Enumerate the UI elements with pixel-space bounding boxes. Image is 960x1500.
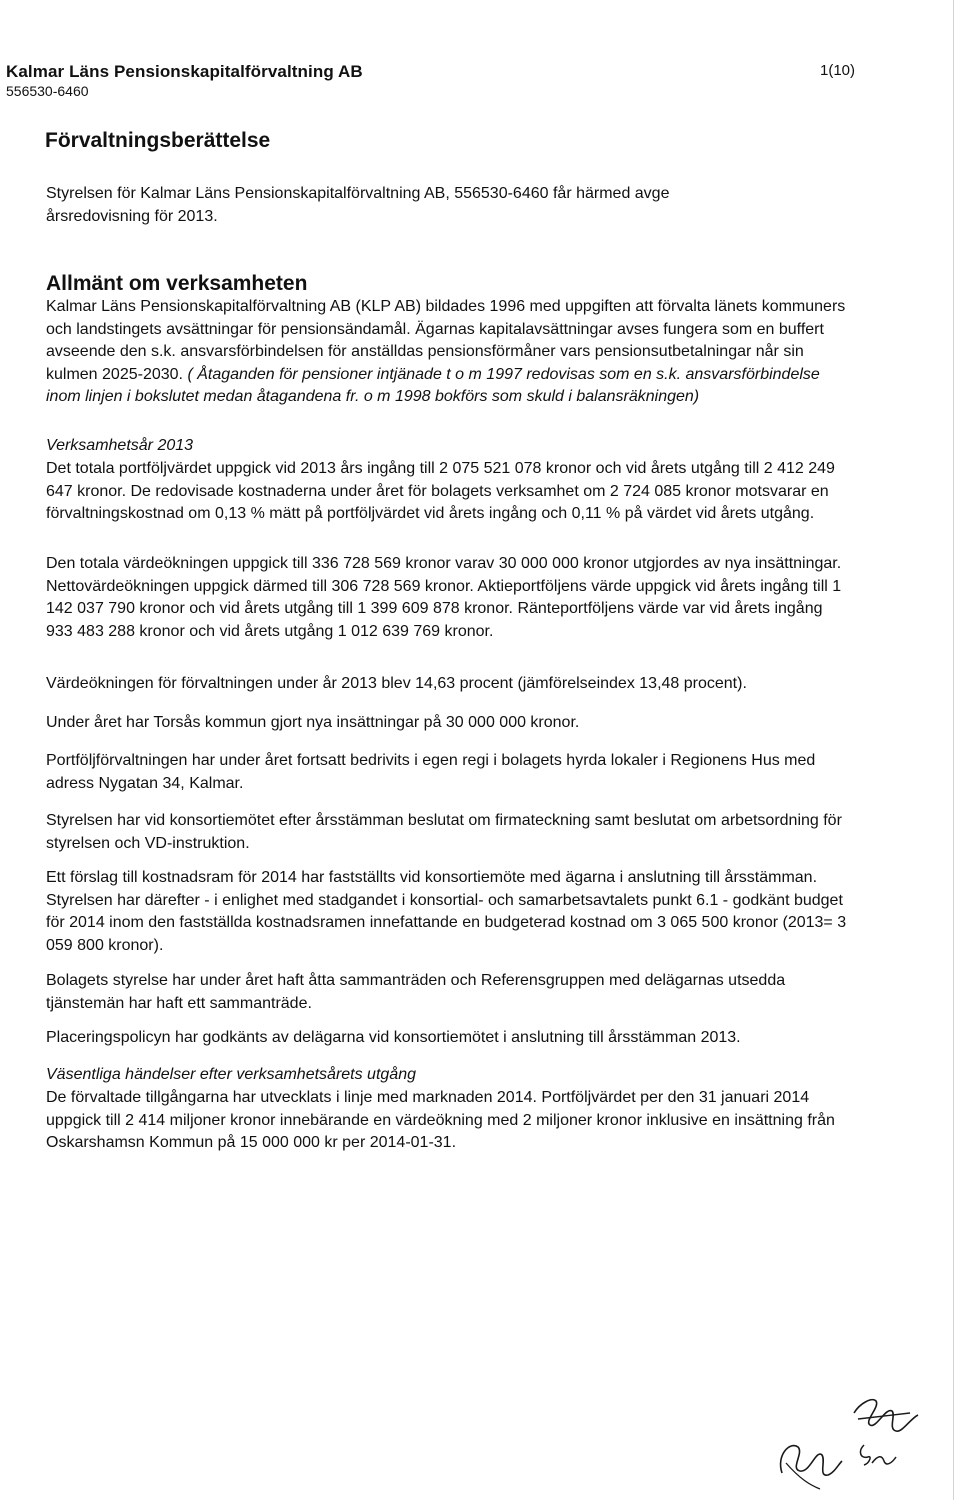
- section-heading-general: Allmänt om verksamheten: [46, 272, 308, 295]
- handwritten-signatures: [760, 1385, 940, 1495]
- fiscal-paragraph-deposits: Under året har Torsås kommun gjort nya insättningar på 30 000 000 kronor.: [46, 714, 580, 731]
- subheading-fiscal-year: Verksamhetsår 2013: [46, 437, 194, 454]
- events-after-paragraph: De förvaltade tillgångarna har utvecklats i linje med marknaden 2014. Portföljvärdet per den 31 januari 2014 uppgick till 2 414 miljoner kronor innebärande en värdeökning med 2 miljoner kronor inklusive en insättning från Oskarshamsn Kommun på 15 000 000 kr per 2014-01-31.: [46, 1089, 835, 1151]
- page-edge: [953, 0, 954, 1500]
- company-name: Kalmar Läns Pensionskapitalförvaltning AB: [6, 62, 363, 81]
- fiscal-paragraph-return: Värdeökningen för förvaltningen under år 2013 blev 14,63 procent (jämförelseindex 13,48 procent).: [46, 675, 747, 692]
- fiscal-paragraph-meetings: Bolagets styrelse har under året haft åtta sammanträden och Referensgruppen med delägarnas utsedda tjänstemän har haft ett sammanträde.: [46, 972, 786, 1012]
- signature-2: [781, 1446, 842, 1476]
- general-italic-note: ( Åtaganden för pensioner intjänade t o m 1997 redovisas som en s.k. ansvarsförbindelse inom linjen i bokslutet medan åtagandena fr. o m 1998 bokförs som skuld i balansräkningen): [46, 365, 820, 405]
- fiscal-paragraph-portfolio: Det totala portföljvärdet uppgick vid 2013 års ingång till 2 075 521 078 kronor och vid årets utgång till 2 412 249 647 kronor. De redovisade kostnaderna under året för bolagets verksamhet om 2 724 085 kronor motsvarar en förvaltningskostnad om 0,13 % mätt på portföljvärdet vid årets ingång och 0,11 % på värdet vid årets utgång.: [46, 460, 835, 522]
- fiscal-paragraph-policy: Placeringspolicyn har godkänts av delägarna vid konsortiemötet i anslutning till årsstämman 2013.: [46, 1029, 741, 1046]
- organization-number: 556530-6460: [6, 83, 89, 99]
- fiscal-paragraph-budget: Ett förslag till kostnadsram för 2014 har fastställts vid konsortiemöte med ägarna i anslutning till årsstämman. Styrelsen har därefter - i enlighet med stadgandet i konsortial- och samarbetsavtalets punkt 6.1 - godkänt budget för 2014 inom den fastställda kostnadsramen innefattande en budgeterad kostnad om 3 065 500 kronor (2013= 3 059 800 kronor).: [46, 869, 847, 954]
- intro-paragraph: Styrelsen för Kalmar Läns Pensionskapitalförvaltning AB, 556530-6460 får härmed avge årsredovisning för 2013.: [46, 185, 670, 225]
- general-paragraph-text: Kalmar Läns Pensionskapitalförvaltning AB (KLP AB) bildades 1996 med uppgiften att förvalta länets kommuners och landstingets avsättningar för pensionsändamål. Ägarnas kapitalavsättningar avses fungera som en buffert avseende den s.k. ansvarsförbindelsen för anställdas pensionsförmåner vars pensionsutbetalningar når sin kulmen 2025-2030.: [46, 298, 846, 383]
- fiscal-paragraph-value-increase: Den totala värdeökningen uppgick till 336 728 569 kronor varav 30 000 000 kronor utgjordes av nya insättningar. Nettovärdeökningen uppgick därmed till 306 728 569 kronor. Aktieportföljens värde uppgick vid årets ingång till 1 142 037 790 kronor och vid årets utgång till 1 399 609 878 kronor. Ränteportföljens värde var vid årets ingång 933 483 288 kronor och vid årets utgång 1 012 639 769 kronor.: [46, 555, 842, 640]
- document-title: Förvaltningsberättelse: [45, 129, 271, 152]
- subheading-events-after: Väsentliga händelser efter verksamhetsårets utgång: [46, 1066, 416, 1083]
- fiscal-paragraph-management: Portföljförvaltningen har under året fortsatt bedrivits i egen regi i bolagets hyrda lokaler i Regionens Hus med adress Nygatan 34, Kalmar.: [46, 752, 816, 792]
- page-number: 1(10): [820, 62, 856, 79]
- fiscal-paragraph-board-decisions: Styrelsen har vid konsortiemötet efter årsstämman beslutat om firmateckning samt beslutat om arbetsordning för styrelsen och VD-instruktion.: [46, 812, 842, 852]
- general-paragraph: [46, 296, 851, 409]
- signature-3: [861, 1445, 896, 1465]
- signature-2-tail: [786, 1463, 820, 1489]
